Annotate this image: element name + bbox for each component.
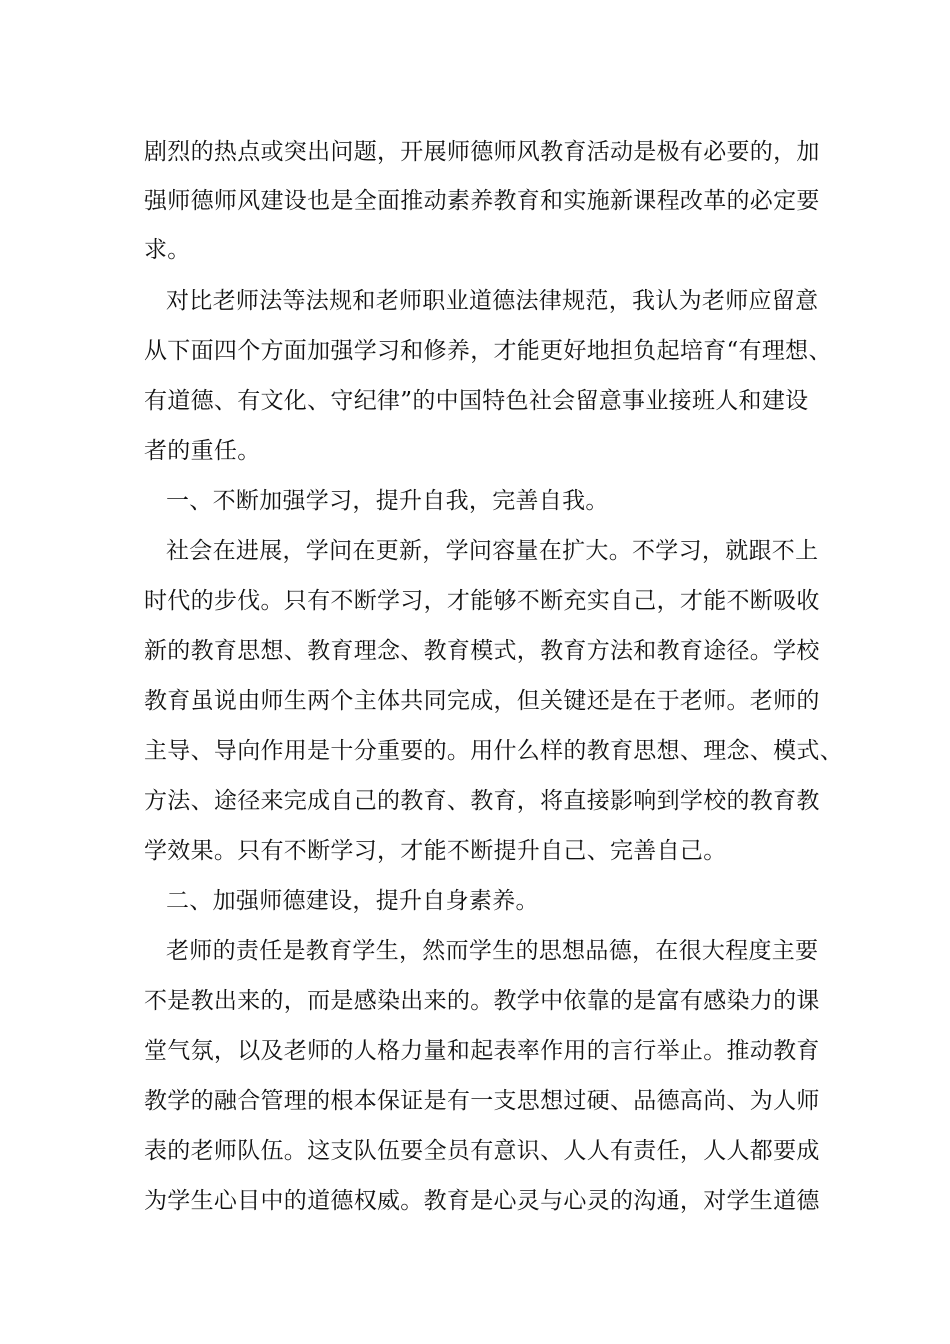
text-line: 学效果。只有不断学习，才能不断提升自己、完善自己。 xyxy=(144,838,727,864)
text-line: 求。 xyxy=(144,237,191,263)
text-line: 社会在进展，学问在更新，学问容量在扩大。不学习，就跟不上 xyxy=(166,538,819,564)
section-heading: 一、不断加强学习，提升自我，完善自我。 xyxy=(166,488,609,514)
text-line: 剧烈的热点或突出问题，开展师德师风教育活动是极有必要的，加 xyxy=(144,139,820,165)
text-line: 老师的责任是教育学生，然而学生的思想品德，在很大程度主要 xyxy=(166,938,819,964)
text-line: 新的教育思想、教育理念、教育模式，教育方法和教育途径。学校 xyxy=(144,638,820,664)
text-line: 为学生心目中的道德权威。教育是心灵与心灵的沟通，对学生道德 xyxy=(144,1188,820,1214)
text-line: 不是教出来的，而是感染出来的。教学中依靠的是富有感染力的课 xyxy=(144,988,820,1014)
text-line: 主导、导向作用是十分重要的。用什么样的教育思想、理念、模式、 xyxy=(144,738,843,764)
text-line: 有道德、有文化、守纪律”的中国特色社会留意事业接班人和建设 xyxy=(144,388,809,414)
text-line: 强师德师风建设也是全面推动素养教育和实施新课程改革的必定要 xyxy=(144,188,820,214)
section-heading: 二、加强师德建设，提升自身素养。 xyxy=(166,888,539,914)
text-line: 从下面四个方面加强学习和修养，才能更好地担负起培育“有理想、 xyxy=(144,338,832,364)
text-line: 时代的步伐。只有不断学习，才能够不断充实自己，才能不断吸收 xyxy=(144,588,820,614)
text-line: 教育虽说由师生两个主体共同完成，但关键还是在于老师。老师的 xyxy=(144,688,820,714)
text-line: 教学的融合管理的根本保证是有一支思想过硬、品德高尚、为人师 xyxy=(144,1088,820,1114)
text-line: 表的老师队伍。这支队伍要全员有意识、人人有责任，人人都要成 xyxy=(144,1138,820,1164)
text-line: 方法、途径来完成自己的教育、教育，将直接影响到学校的教育教 xyxy=(144,788,820,814)
text-line: 者的重任。 xyxy=(144,438,261,464)
text-line: 堂气氛，以及老师的人格力量和起表率作用的言行举止。推动教育 xyxy=(144,1038,820,1064)
text-line: 对比老师法等法规和老师职业道德法律规范，我认为老师应留意 xyxy=(166,288,819,314)
